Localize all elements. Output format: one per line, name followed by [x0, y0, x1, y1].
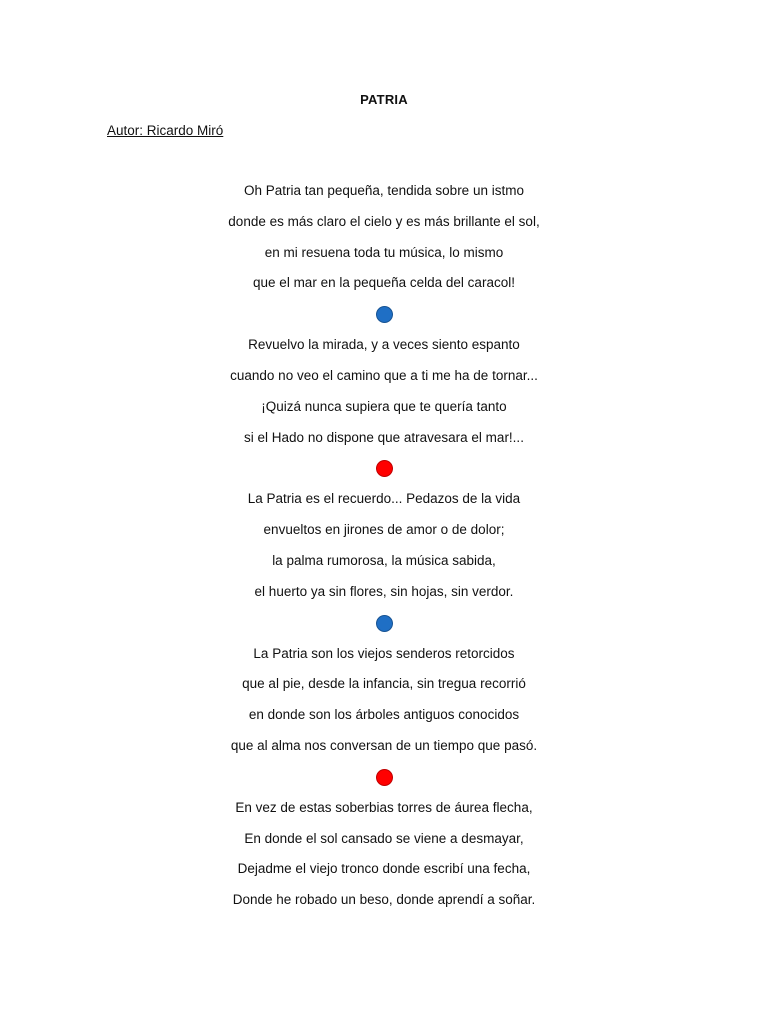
red-dot-icon: [376, 769, 393, 786]
verse-line: La Patria son los viejos senderos retorcidos: [253, 645, 515, 661]
verse-line: envueltos en jirones de amor o de dolor;: [263, 522, 505, 538]
stanza-separator: [0, 762, 768, 793]
stanza-2: [0, 330, 768, 453]
verse-line: Revuelvo la mirada, y a veces siento espanto: [248, 337, 520, 353]
verse-line: que al alma nos conversan de un tiempo que pasó.: [230, 737, 538, 753]
stanza-1: [0, 176, 768, 299]
stanza-3: [0, 484, 768, 607]
verse-line: donde es más claro el cielo y es más brillante el sol,: [228, 213, 540, 229]
verse-line: la palma rumorosa, la música sabida,: [272, 552, 496, 568]
stanza-4: [0, 639, 768, 762]
verse-line: que el mar en la pequeña celda del caracol!: [253, 275, 515, 291]
blue-dot-icon: [376, 306, 393, 323]
stanza-5: [0, 793, 768, 916]
stanza-separator: [0, 299, 768, 330]
verse-line: el huerto ya sin flores, sin hojas, sin verdor.: [254, 583, 514, 599]
blue-dot-icon: [376, 615, 393, 632]
verse-line: En vez de estas soberbias torres de áurea flecha,: [235, 799, 533, 815]
verse-line: Dejadme el viejo tronco donde escribí una fecha,: [237, 861, 531, 877]
verse-line: en mi resuena toda tu música, lo mismo: [264, 244, 504, 260]
verse-line: Oh Patria tan pequeña, tendida sobre un istmo: [244, 183, 524, 198]
stanza-separator: [0, 453, 768, 484]
verse-line: si el Hado no dispone que atravesara el mar!...: [244, 429, 524, 445]
verse-line: Donde he robado un beso, donde aprendí a soñar.: [232, 892, 536, 908]
verse-line: en donde son los árboles antiguos conocidos: [248, 707, 520, 723]
red-dot-icon: [376, 460, 393, 477]
verse-line: En donde el sol cansado se viene a desmayar,: [244, 830, 524, 846]
verse-line: que al pie, desde la infancia, sin tregua recorrió: [242, 676, 526, 692]
verse-line: La Patria es el recuerdo... Pedazos de la vida: [247, 491, 521, 507]
verse-line: ¡Quizá nunca supiera que te quería tanto: [261, 398, 507, 414]
poem-title: PATRIA: [360, 92, 408, 107]
verse-line: cuando no veo el camino que a ti me ha de tornar...: [230, 367, 538, 383]
poem-body: [0, 176, 768, 916]
stanza-separator: [0, 608, 768, 639]
poem-author: Autor: Ricardo Miró: [107, 123, 224, 138]
